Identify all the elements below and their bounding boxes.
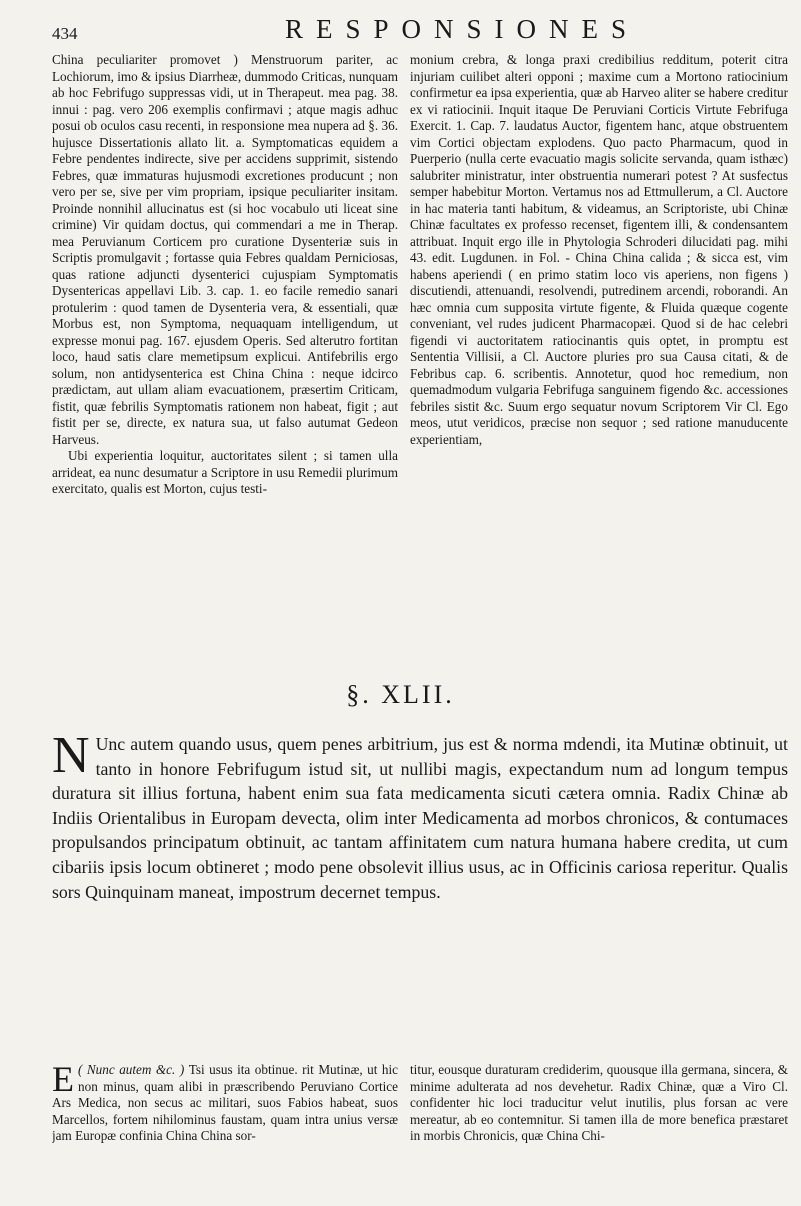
drop-cap: N bbox=[52, 732, 90, 784]
running-head: RESPONSIONES bbox=[284, 14, 640, 44]
commentary-right-text: titur, eousque duraturam crediderim, quousque illa germana, sincera, & minime adulterata ad nos devehetur. Radix Chinæ, quæ a Viro Cl. confidenter hic loci traducitur velut inutilis, plus forsan ac vere mereatur, ab eo contemnitur. Si tamen illa de more benefica præstaret in morbis Chronicis, quæ China Chi- bbox=[410, 1062, 788, 1143]
main-paragraph bbox=[52, 732, 788, 1040]
right-paragraph-1: monium crebra, & longa praxi credibilius redditum, poterit citra injuriam cuilibet alteri opponi ; maxime cum a Mortono ratiocinium confirmetur ea ipsa experientia, quæ ab Harveo aliter se habere creditur ex vi ratiocinii. Inquit itaque De Peruviani Corticis Virtute Febrifuga Exercit. 1. Cap. 7. laudatus Auctor, figentem hanc, atque obstruentem vim Cortici objectam explodens. Quo pacto Pharmacum, quod in Puerperio (nulla certe evacuatio magis solicite servanda, quam isthæc) salubriter ministratur, inter obstruentia numerari potest ? At susfectus semper habebitur Morton. Vertamus nos ad Ettmullerum, a Cl. Auctore in hac materia tanti habitum, & videamus, an Scriptoriste, ubi Chinæ Chinæ facultates ex professo recenset, figentem illi, & condensantem attribuat. Inquit ergo ille in Phytologia Schroderi dilucidati pag. mihi 43. edit. Lugdunen. in Fol. - China China calida ; & sicca est, vim habens aperiendi ( en primo statim loco vis aperiens, non figens ) discutiendi, attenuandi, resolvendi, putredinem arcendi, roborandi. An hæc omnia cum supposita virtute figente, & Fluida quæque cogente conveniant, vel rudes judicent Pharmacopæi. Quod si de hac celebri figendi vi auctoritatem ratiocinantis quis optet, in promptu est Sententia Villisii, a Cl. Auctore pluries pro sua Causa citati, & de Febribus cap. 6. scribentis. Annotetur, quod hoc remedium, non quemadmodum vulgaria Febrifuga sanguinem figendo &c. accessiones febriles sistit &c. Suum ergo sequatur novum Scriptorem Vir Cl. Ego meos, utut veridicos, præcise non sequor ; sed ratione manuducente experientiam, bbox=[410, 52, 788, 447]
right-column-bottom bbox=[410, 1062, 788, 1202]
main-text: Unc autem quando usus, quem penes arbitrium, jus est & norma mdendi, ita Mutinæ obtinuit, ut tanto in honore Febrifugum istud sit, ut nullibi magis, expectandum num ad longum tempus duratura sit illius fortuna, habent enim sua fata medicamenta sicuti cætera omnia. Radix Chinæ ab Indiis Orientalibus in Europam devecta, olim inter Medicamenta ad morbos chronicos, & contumaces propulsandos principatum obtinuit, ac tantam affinitatem cum natura humana habere credita, ut cum cibariis ipsis locum obtineret ; modo pene obsolevit illius usus, ac in Officinis cariosa reperitur. Qualis sors Quinquinam maneat, impostrum decernet tempus. bbox=[52, 734, 788, 902]
commentary-left-text: Tsi usus ita obtinue. rit Mutinæ, ut hic non minus, quam alibi in præscribendo Peruviano Cortice Ars Medica, non secus ac militari, suos Fabios habeat, suos Marcellos, fortem nihilominus faustam, quam intra unius versæ jam Europæ confinia China China sor- bbox=[52, 1062, 398, 1143]
left-paragraph-2: Ubi experientia loquitur, auctoritates silent ; si tamen ulla arrideat, ea nunc desumatur a Scriptore in usu Remedii plurimum exercitato, qualis est Morton, cujus testi- bbox=[52, 448, 398, 496]
left-column-top bbox=[52, 52, 398, 654]
section-heading: §. XLII. bbox=[346, 680, 455, 709]
page-number: 434 bbox=[52, 24, 78, 43]
commentary-drop-cap: E bbox=[52, 1062, 74, 1099]
commentary-lead: ( Nunc autem &c. ) bbox=[78, 1062, 185, 1077]
right-column-top bbox=[410, 52, 788, 654]
page-header bbox=[52, 14, 787, 44]
left-column-bottom bbox=[52, 1062, 398, 1202]
left-paragraph-1: China peculiariter promovet ) Menstruorum pariter, ac Lochiorum, imo & ipsius Diarrheæ, dummodo Criticas, nunquam ab hoc Febrifugo suppressas vidi, ut in Therapeut. mea pag. 38. innui : pag. vero 206 exemplis confirmavi ; atque magis adhuc posui ob oculos casu recenti, in responsione mea nupera ad §. 36. hujusce Dissertationis allato lit. a. Symptomaticas equidem a Febre pendentes indirecte, sive per accidens supprimit, sistendo Febres, quæ immaturas hujusmodi excretiones producunt ; non vero per se, sive per vim propriam, ipsique peculiariter insitam. Proinde nonnihil allucinatus est (si hoc vocabulo uti liceat sine crimine) Vir quidam doctus, qui commendari a me in Therap. mea Peruvianum Corticem pro curatione Dysenteriæ suis in Scriptis promulgavit ; fortasse quia Febres qualdam Perniciosas, quas ratione adjuncti dysenterici cujuspiam Symptomatis Dysentericas appellavi Lib. 3. cap. 1. eo facile remedio sanari protulerim : quod tamen de Dysenteria vera, & essentiali, quæ Morbus est, non Symptoma, nequaquam intelligendum, ut expresse monui pag. 167. ejusdem Operis. Sed alterutro fortitan loco, haud satis clare memetipsum explicui. Antifebrilis ergo solum, non antidysenterica est China China : neque idcirco prædictam, aut ullam aliam evacuationem, præsertim Criticam, fistit, quæ febrilis Symptomatis rationem non habeat, figit ; aut fistit per se, directe, ex natura sua, ut falso autumat Gedeon Harveus. bbox=[52, 52, 398, 447]
